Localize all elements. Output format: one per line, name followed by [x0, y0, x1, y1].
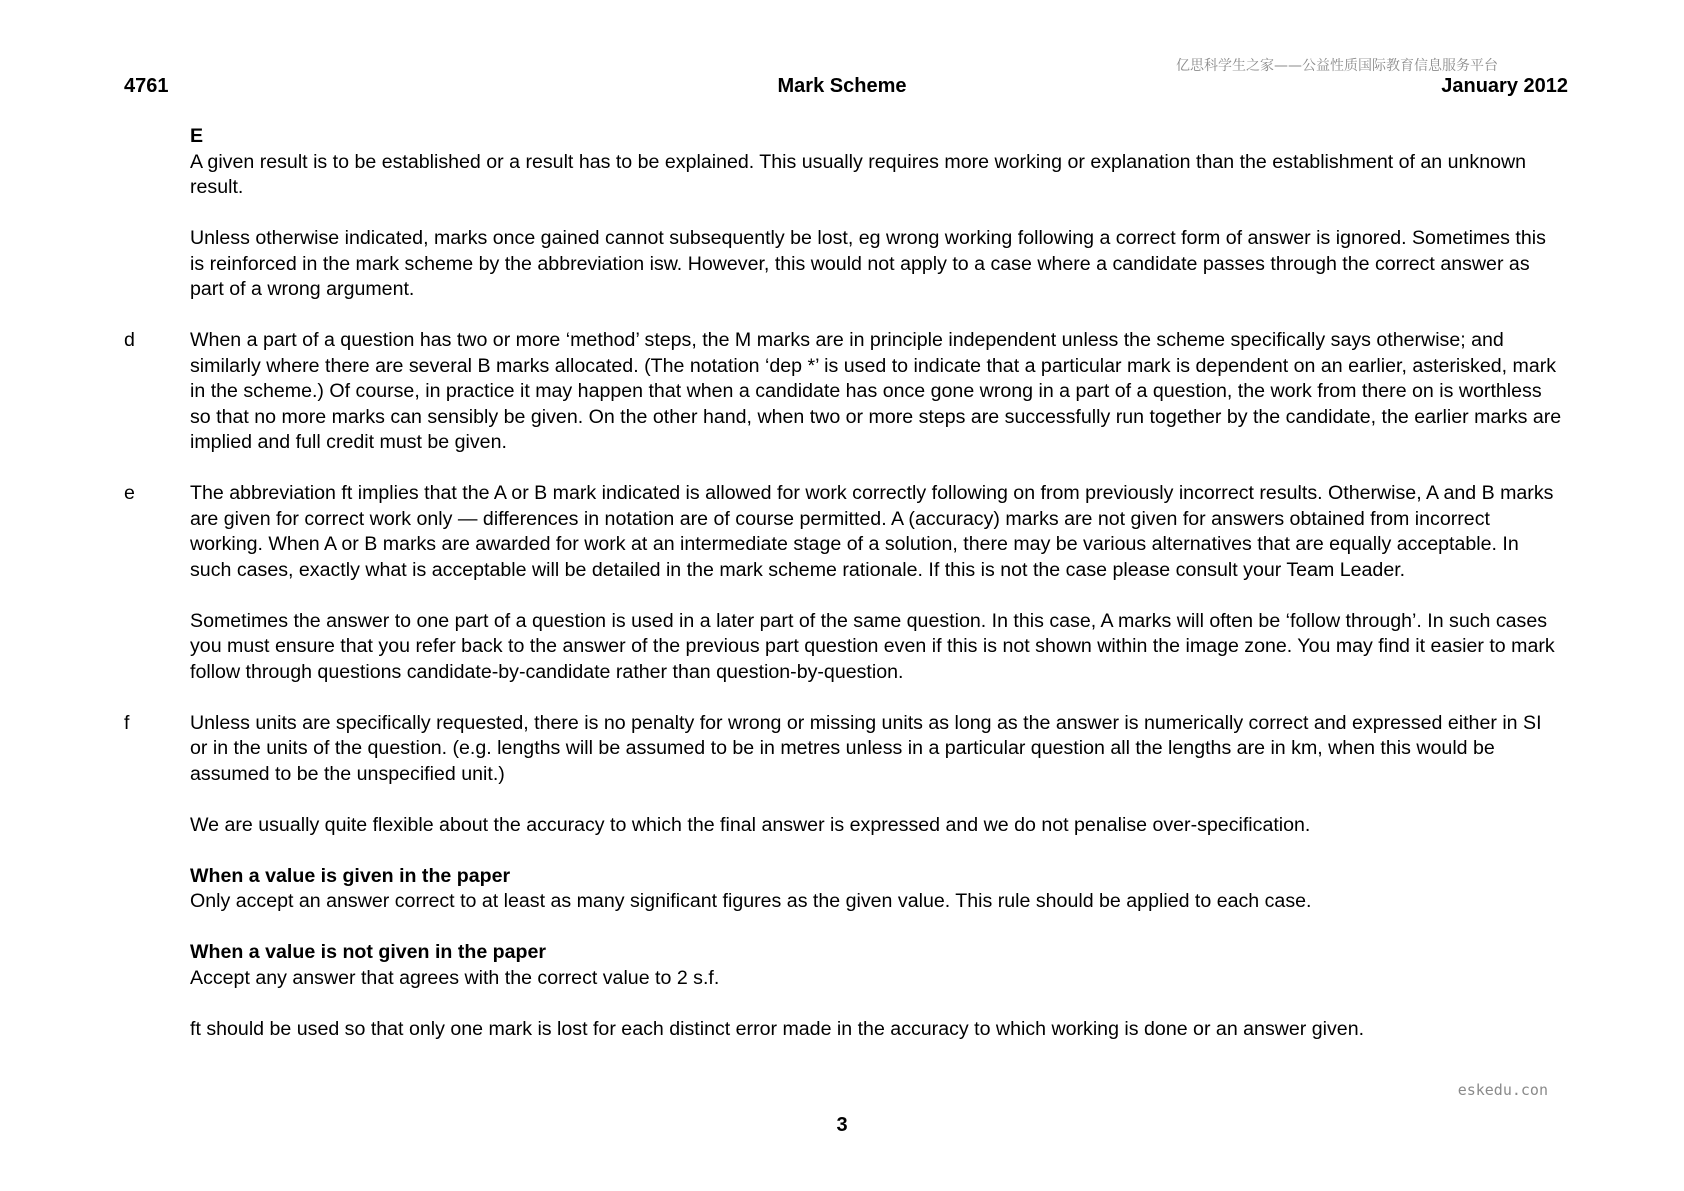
section-e-upper: [124, 124, 1564, 303]
section-f-paragraph-1: Unless units are specifically requested, there is no penalty for wrong or missing units as long as the answer is numerically correct and expressed either in SI or in the units of the question. (e.g. lengths will be assumed to be in metres unless in a particular question all the lengths are in km, when this would be assumed to be the unspecified unit.): [190, 711, 1542, 785]
paper-code: 4761: [124, 75, 169, 97]
exam-date: January 2012: [1441, 75, 1568, 97]
section-label-f: f: [124, 711, 130, 734]
section-d: [124, 328, 1564, 456]
section-f-paragraph-2: We are usually quite flexible about the accuracy to which the final answer is expressed and we do not penalise over-specification.: [190, 813, 1311, 836]
section-e: [124, 481, 1564, 685]
section-e-paragraph-2: Sometimes the answer to one part of a question is used in a later part of the same question. In this case, A marks will often be ‘follow through’. In such cases you must ensure that you refer back to the answer of the previous part question even if this is not shown within the image zone. You may find it easier to mark follow through questions candidate-by-candidate rather than question-by-question.: [190, 609, 1555, 683]
value-not-given-heading: When a value is not given in the paper: [190, 941, 547, 963]
page-title: Mark Scheme: [777, 75, 907, 97]
section-e-paragraph-1: The abbreviation ft implies that the A or B mark indicated is allowed for work correctly following on from previously incorrect results. Otherwise, A and B marks are given for correct work only — differences in notation are of course permitted. A (accuracy) marks are not given for answers obtained from incorrect working. When A or B marks are awarded for work at an intermediate stage of a solution, there may be various alternatives that are equally acceptable. In such cases, exactly what is acceptable will be detailed in the mark scheme rationale. If this is not the case please consult your Team Leader.: [190, 482, 1554, 581]
watermark-footer: eskedu.con: [1457, 1081, 1548, 1099]
page-number: 3: [836, 1114, 848, 1136]
section-label-d: d: [124, 329, 135, 351]
section-E-paragraph-2: Unless otherwise indicated, marks once gained cannot subsequently be lost, eg wrong working following a correct form of answer is ignored. Sometimes this is reinforced in the mark scheme by the abbreviation isw. However, this would not apply to a case where a candidate passes through the correct answer as part of a wrong argument.: [190, 227, 1546, 300]
section-E-paragraph-1: A given result is to be established or a result has to be explained. This usually requires more working or explanation than the establishment of an unknown result.: [190, 150, 1527, 198]
value-given-heading: When a value is given in the paper: [190, 864, 511, 887]
section-label-e: e: [124, 482, 135, 504]
section-f-paragraph-3: ft should be used so that only one mark is lost for each distinct error made in the accuracy to which working is done or an answer given.: [190, 1017, 1365, 1040]
mark-scheme-body: [124, 124, 1564, 1042]
value-given-text: Only accept an answer correct to at least as many significant figures as the given value. This rule should be applied to each case.: [190, 890, 1312, 912]
section-d-paragraph-1: When a part of a question has two or more ‘method’ steps, the M marks are in principle independent unless the scheme specifically says otherwise; and similarly where there are several B marks allocated. (The notation ‘dep *’ is used to indicate that a particular mark is dependent on an earlier, asterisked, mark in the scheme.) Of course, in practice it may happen that when a candidate has once gone wrong in a part of a question, the work from there on is worthless so that no more marks can sensibly be given. On the other hand, when two or more steps are successfully run together by the candidate, the earlier marks are implied and full credit must be given.: [190, 329, 1562, 453]
section-f: [124, 711, 1564, 1043]
value-not-given-text: Accept any answer that agrees with the correct value to 2 s.f.: [190, 966, 720, 989]
section-label-E: E: [190, 125, 204, 147]
watermark-header: 亿思科学生之家——公益性质国际教育信息服务平台: [1176, 58, 1498, 74]
